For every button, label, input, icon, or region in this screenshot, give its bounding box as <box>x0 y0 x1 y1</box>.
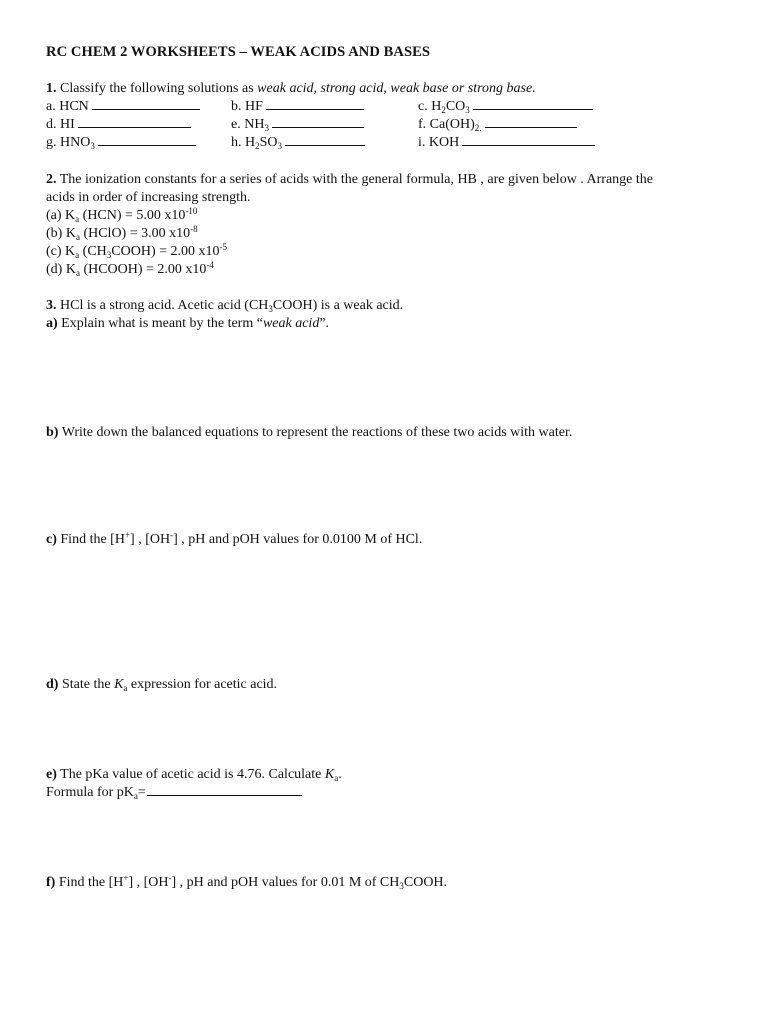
worksheet-title: RC CHEM 2 WORKSHEETS – WEAK ACIDS AND BASES <box>46 44 431 60</box>
answer-blank[interactable] <box>147 784 302 796</box>
answer-blank[interactable] <box>462 134 595 146</box>
ka-row-a: (a) $K_a$ (HCN) = 5.00 $x10^{-10}$ <box>46 206 198 224</box>
question-3a: a) Explain what is meant by the term “weak acid”. <box>46 316 330 331</box>
q1-item-a: a. HCN <box>46 98 200 116</box>
question-1-prompt <box>46 80 536 98</box>
answer-blank[interactable] <box>98 134 196 146</box>
question-number: 1. <box>46 81 57 96</box>
question-3-intro: 3. HCl is a strong acid. Acetic acid $(CH_3COOH)$ is a weak acid. <box>46 298 404 314</box>
q1-item-b: b. HF <box>231 98 364 116</box>
question-2-text: 2. The ionization constants for a series of acids with the general formula, HB , are given below . Arrange the <box>46 172 653 187</box>
answer-blank[interactable] <box>78 116 191 128</box>
question-2-text-cont: acids in order of increasing strength. <box>46 190 251 205</box>
question-3c: c) Find the [H+] , [OH-] , pH and pOH values for 0.0100 M of HCl. <box>46 530 423 547</box>
q1-item-c: c. $H_2CO_3$ <box>418 98 593 116</box>
q1-item-h: h. $H_2SO_3$ <box>231 134 365 152</box>
question-3d: d) State the $K_a$ expression for acetic acid. <box>46 677 278 693</box>
answer-blank[interactable] <box>266 98 364 110</box>
question-3f: f) Find the [H+] , [OH-] , pH and pOH values for 0.01 M of $CH_3COOH$. <box>46 873 448 891</box>
ka-row-b: (b) $K_a$ (HClO) = 3.00 $x10^{-8}$ <box>46 224 198 242</box>
pka-formula-line: Formula for $pK_a=$ <box>46 784 302 802</box>
answer-blank[interactable] <box>285 134 365 146</box>
ka-row-d: (d) $K_a$ (HCOOH) = 2.00 $x10^{-4}$ <box>46 260 214 278</box>
question-3e: e) The pKa value of acetic acid is 4.76. Calculate $K_a$. <box>46 767 342 783</box>
ka-row-c: (c) $K_a$ $(CH_3COOH) = 2.00$ $x10^{-5}$ <box>46 242 228 260</box>
question-number: 2. <box>46 172 57 187</box>
answer-blank[interactable] <box>92 98 200 110</box>
q1-item-i: i. KOH <box>418 134 595 152</box>
answer-blank[interactable] <box>485 116 577 128</box>
question-text: Classify the following solutions as <box>60 81 254 96</box>
question-3b: b) Write down the balanced equations to represent the reactions of these two acids with water. <box>46 425 573 440</box>
q1-item-g: g. $HNO_3$ <box>46 134 196 152</box>
q1-item-d: d. HI <box>46 116 191 134</box>
answer-blank[interactable] <box>473 98 593 110</box>
classification-options: weak acid, strong acid, weak base or strong base. <box>257 81 536 96</box>
answer-blank[interactable] <box>272 116 364 128</box>
q1-item-e: e. $NH_3$ <box>231 116 364 134</box>
q1-item-f: f. $Ca(OH)_{2.}$ <box>418 116 577 134</box>
question-number: 3. <box>46 298 57 313</box>
